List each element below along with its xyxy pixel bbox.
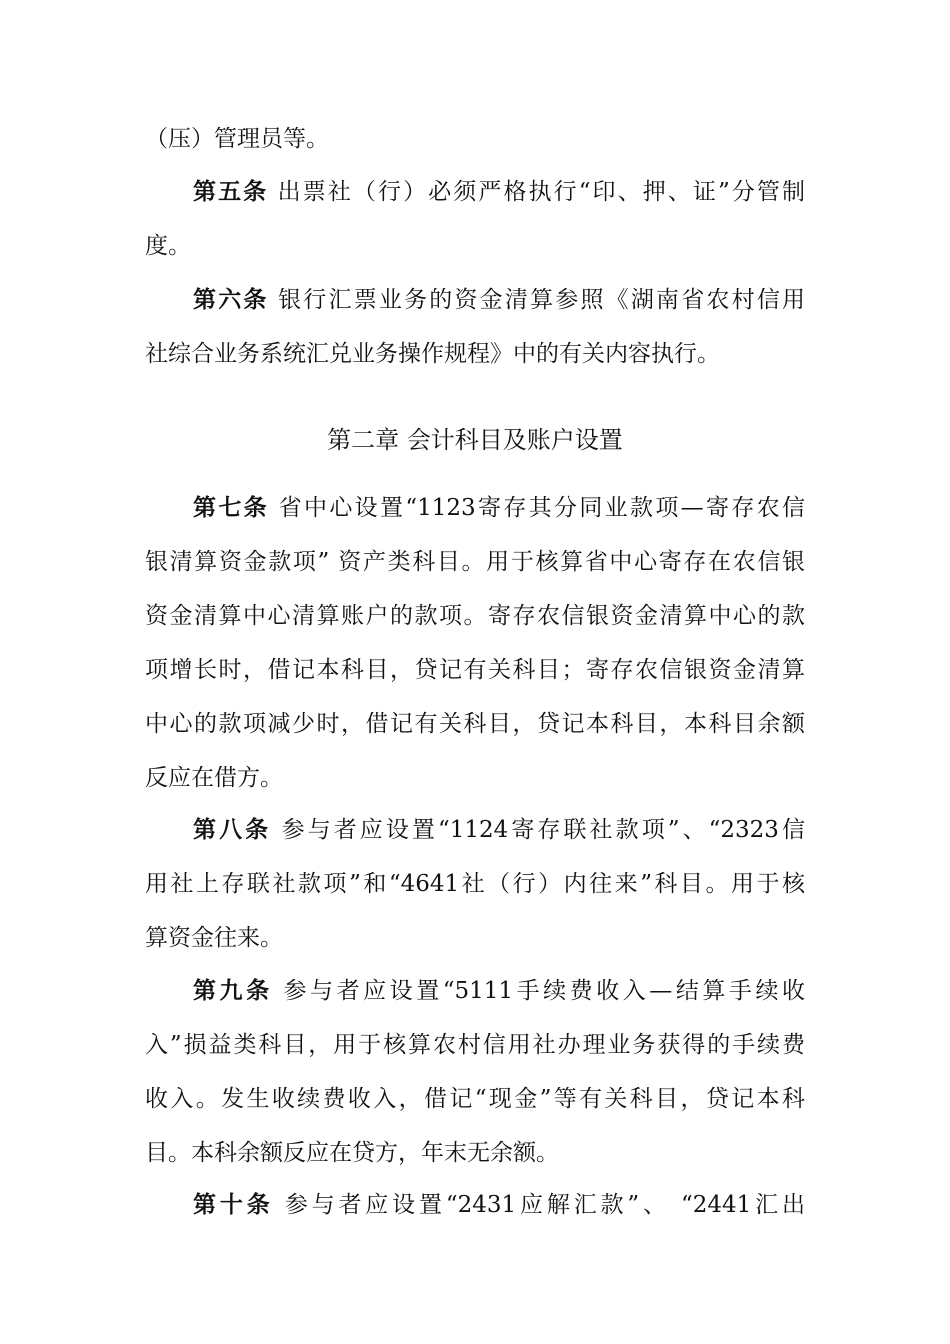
- article-10-title: 第十条: [193, 1192, 274, 1218]
- article-8-line: 算资金往来。: [145, 925, 283, 951]
- article-8-text: 参与者应设置“1124寄存联社款项”、“2323信: [281, 817, 806, 843]
- article-7-line: 资金清算中心清算账户的款项。寄存农信银资金清算中心的款: [145, 603, 805, 629]
- article-9-line: 收入。发生收续费收入，借记“现金”等有关科目，贷记本科: [145, 1086, 805, 1112]
- article-7-title: 第七条: [193, 495, 270, 521]
- article-5-line: 度。: [145, 233, 191, 259]
- article-7-line: 项增长时，借记本科目，贷记有关科目；寄存农信银资金清算: [145, 657, 805, 683]
- chapter-number: 第二章: [327, 426, 400, 454]
- chapter-title: 会计科目及账户设置: [406, 426, 623, 454]
- article-6-text: 银行汇票业务的资金清算参照《湖南省农村信用: [278, 287, 806, 313]
- article-7-line: 反应在借方。: [145, 765, 283, 791]
- article-10-text: 参与者应设置“2431应解汇款”、 “2441汇出: [284, 1192, 806, 1218]
- article-9-line: 入”损益类科目，用于核算农村信用社办理业务获得的手续费: [145, 1032, 805, 1058]
- article-7-line: 银清算资金款项” 资产类科目。用于核算省中心寄存在农信银: [145, 549, 805, 575]
- article-5-text: 出票社（行）必须严格执行“印、押、证”分管制: [277, 179, 805, 205]
- article-5-title: 第五条: [193, 179, 269, 205]
- article-9-title: 第九条: [193, 978, 273, 1004]
- article-8-title: 第八条: [193, 817, 272, 843]
- article-7-line: 中心的款项减少时，借记有关科目，贷记本科目，本科目余额: [145, 711, 805, 737]
- article-9-text: 参与者应设置“5111手续费收入—结算手续收: [283, 978, 806, 1004]
- article-6-line: 社综合业务系统汇兑业务操作规程》中的有关内容执行。: [145, 341, 720, 367]
- article-9-line: [193, 976, 805, 1006]
- article-9-line: 目。本科余额反应在贷方，年末无余额。: [145, 1140, 559, 1166]
- article-8-line: 用社上存联社款项”和“4641社（行）内往来”科目。用于核: [145, 871, 805, 897]
- article-10-line: [193, 1190, 805, 1220]
- article-6-title: 第六条: [193, 287, 269, 313]
- intro-line: （压）管理员等。: [145, 126, 329, 152]
- article-6-line: [193, 285, 805, 315]
- article-7-text: 省中心设置“1123寄存其分同业款项—寄存农信: [278, 495, 806, 521]
- article-7-line: [193, 493, 805, 523]
- article-8-line: [193, 815, 805, 845]
- chapter-heading: [0, 424, 950, 456]
- article-5-line: [193, 177, 805, 207]
